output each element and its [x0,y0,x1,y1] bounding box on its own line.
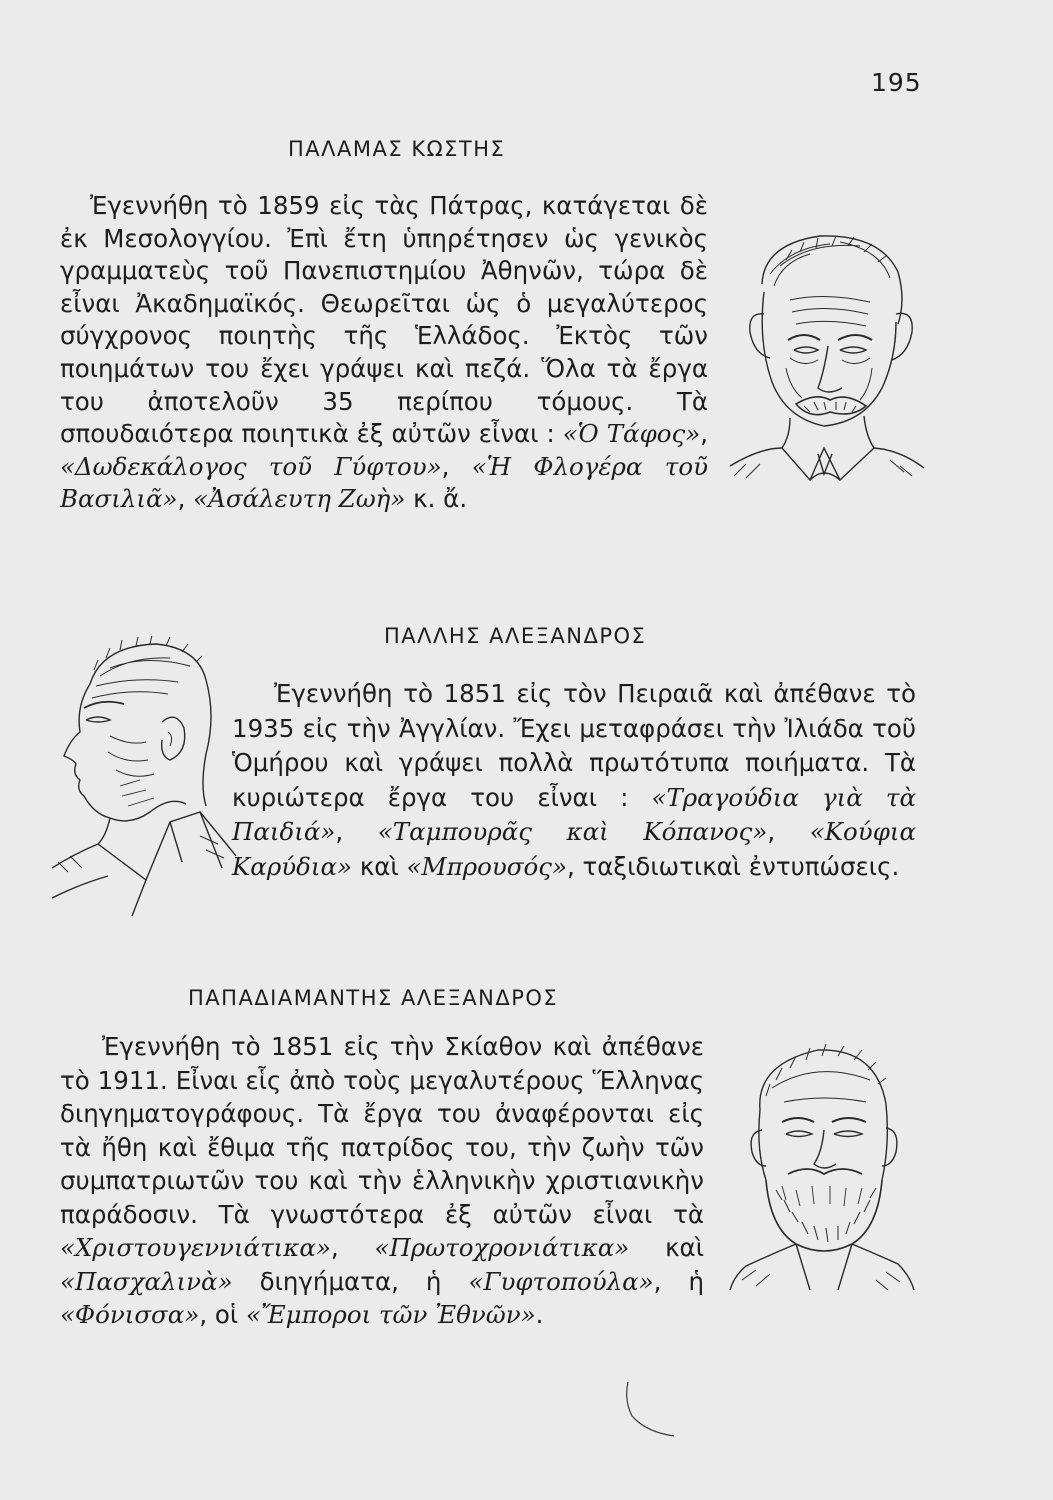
work-title: «Ὁ Τάφος» [562,419,701,449]
portrait-palamas [720,222,930,484]
work-title: «Πρωτοχρονιάτικα» [374,1233,630,1262]
paragraph-ending: ταξιδιωτικαὶ ἐντυπώσεις. [582,851,900,881]
paragraph-papadiamantis-text: Ἐγεννήθη τὸ 1851 εἰς τὴν Σκίαθον καὶ ἀπέθανε τὸ 1911. Εἶναι εἷς ἀπὸ τοὺς μεγαλυτέρους Ἕλληνας διηγηματογράφους. Τὰ ἔργα του ἀναφέρονται εἰς τὰ ἤθη καὶ ἔθιμα τῆς πατρίδος του, τὴν ζωὴν τῶν συμπατριωτῶν του καὶ τὴν ἑλληνικὴν χριστιανικὴν παράδοσιν. Τὰ γνωστότερα ἐξ αὐτῶν εἶναι τὰ [60,1032,704,1229]
conjunction: καὶ [359,851,399,881]
paragraph-ending: . [535,1300,544,1329]
decorative-mark [618,1380,688,1440]
heading-pallis: ΠΑΛΛΗΣ ΑΛΕΞΑΝΔΡΟΣ [384,624,647,648]
work-title: «Χριστουγεννιάτικα» [60,1233,331,1262]
paragraph-ending: κ. ἄ. [413,484,468,514]
work-title: «Ἔμποροι τῶν Ἐθνῶν» [245,1300,536,1329]
heading-palamas: ΠΑΛΑΜΑΣ ΚΩΣΤΗΣ [288,137,506,161]
heading-papadiamantis: ΠΑΠΑΔΙΑΜΑΝΤΗΣ ΑΛΕΞΑΝΔΡΟΣ [188,986,559,1010]
paragraph-pallis-text: Ἐγεννήθη τὸ 1851 εἰς τὸν Πειραιᾶ καὶ ἀπέθανε τὸ 1935 εἰς τὴν Ἀγγλίαν. Ἔχει μεταφράσει τὴν Ἰλιάδα τοῦ Ὁμήρου καὶ γράψει πολλὰ πρωτότυπα ποιήματα. Τὰ κυριώτερα ἔργα του εἶναι : [232,679,916,812]
paragraph-palamas: Ἐγεννήθη τὸ 1859 εἰς τὰς Πάτρας, κατάγεται δὲ ἐκ Μεσολογγίου. Ἐπὶ ἔτη ὑπηρέτησεν ὡς γενικὸς γραμματεὺς τοῦ Πανεπιστημίου Ἀθηνῶν, τώρα δὲ εἶναι Ἀκαδημαϊκός. Θεωρεῖται ὡς ὁ μεγαλύτερος σύγχρονος ποιητὴς τῆς Ἑλλάδος. Ἐκτὸς τῶν ποιημάτων του ἔχει γράψει καὶ πεζά. Ὅλα τὰ ἔργα του ἀποτελοῦν 35 περίπου τόμους. Τὰ σπουδαιότερα ποιητικὰ ἐξ αὐτῶν εἶναι : «Ὁ Τάφος», «Δωδεκάλογος τοῦ Γύφτου», «Ἡ Φλογέρα τοῦ Βασιλιᾶ», «Ἀσάλευτη Ζωὴ» κ. ἄ. [60,191,709,514]
work-title: «Ταμπουρᾶς καὶ Κόπανος» [377,817,768,846]
text-fragment: διηγήματα, ἡ [259,1266,442,1296]
work-title: «Ἀσάλευτη Ζωὴ» [193,484,406,514]
work-title: «Τραγούδια γιὰ τὰ Παιδιά» [232,782,917,846]
work-title: «Φόνισσα» [60,1300,200,1329]
text-fragment: ἡ [688,1266,705,1296]
paragraph-palamas-text: Ἐγεννήθη τὸ 1859 εἰς τὰς Πάτρας, κατάγεται δὲ ἐκ Μεσολογγίου. Ἐπὶ ἔτη ὑπηρέτησεν ὡς γενικὸς γραμματεὺς τοῦ Πανεπιστημίου Ἀθηνῶν, τώρα δὲ εἶναι Ἀκαδημαϊκός. Θεωρεῖται ὡς ὁ μεγαλύτερος σύγχρονος ποιητὴς τῆς Ἑλλάδος. Ἐκτὸς τῶν ποιημάτων του ἔχει γράψει καὶ πεζά. Ὅλα τὰ ἔργα του ἀποτελοῦν 35 περίπου τόμους. Τὰ σπουδαιότερα ποιητικὰ ἐξ αὐτῶν εἶναι : [60,191,708,449]
page-number: 195 [871,68,922,97]
work-title: «Πασχαλινὰ» [60,1266,233,1296]
work-title: «Μπρουσός» [406,851,567,881]
paragraph-papadiamantis: Ἐγεννήθη τὸ 1851 εἰς τὴν Σκίαθον καὶ ἀπέθανε τὸ 1911. Εἶναι εἷς ἀπὸ τοὺς μεγαλυτέρους Ἕλληνας διηγηματογράφους. Τὰ ἔργα του ἀναφέρονται εἰς τὰ ἤθη καὶ ἔθιμα τῆς πατρίδος του, τὴν ζωὴν τῶν συμπατριωτῶν του καὶ τὴν ἑλληνικὴν χριστιανικὴν παράδοσιν. Τὰ γνωστότερα ἐξ αὐτῶν εἶναι τὰ «Χριστουγεννιάτικα», «Πρωτοχρονιάτικα» καὶ «Πασχαλινὰ» διηγήματα, ἡ «Γυφτοπούλα», ἡ «Φόνισσα», οἱ «Ἔμποροι τῶν Ἐθνῶν». [60,1032,705,1329]
work-title: «Δωδεκάλογος τοῦ Γύφτου» [60,451,442,481]
portrait-papadiamantis [726,1040,916,1292]
text-fragment: οἱ [214,1300,239,1329]
work-title: «Ἡ Φλογέρα τοῦ Βασιλιᾶ» [60,451,708,514]
portrait-pallis [50,636,240,918]
work-title: «Γυφτοπούλα» [468,1266,654,1296]
conjunction: καὶ [665,1233,704,1262]
work-title: «Κούφια Καρύδια» [232,817,917,881]
paragraph-pallis: Ἐγεννήθη τὸ 1851 εἰς τὸν Πειραιᾶ καὶ ἀπέθανε τὸ 1935 εἰς τὴν Ἀγγλίαν. Ἔχει μεταφράσει τὴν Ἰλιάδα τοῦ Ὁμήρου καὶ γράψει πολλὰ πρωτότυπα ποιήματα. Τὰ κυριώτερα ἔργα του εἶναι : «Τραγούδια γιὰ τὰ Παιδιά», «Ταμπουρᾶς καὶ Κόπανος», «Κούφια Καρύδια» καὶ «Μπρουσός», ταξιδιωτικαὶ ἐντυπώσεις. [232,679,917,881]
